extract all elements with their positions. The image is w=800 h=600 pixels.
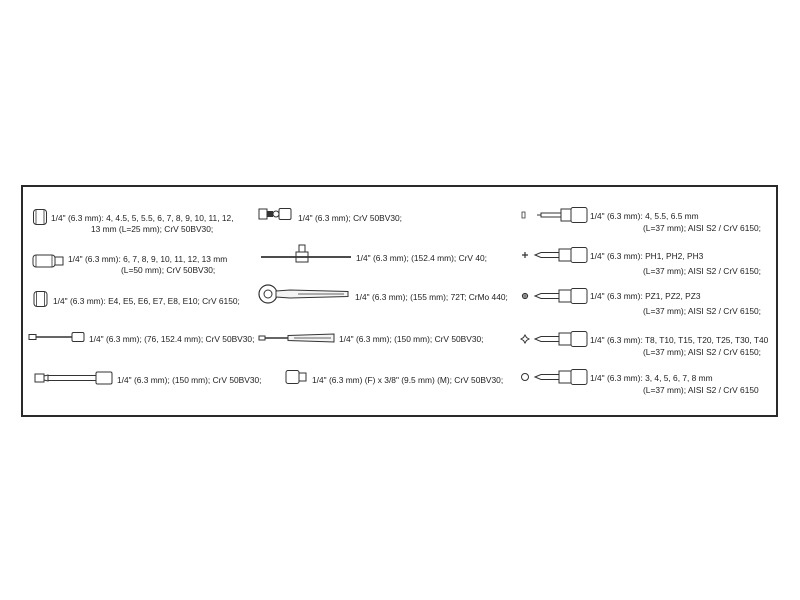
universal-joint-spec: 1/4" (6.3 mm); CrV 50BV30; xyxy=(298,213,402,223)
deep-sockets-spec-line-2: (L=50 mm); CrV 50BV30; xyxy=(121,265,216,275)
phillips-bits-spec-line-2: (L=37 mm); AISI S2 / CrV 6150; xyxy=(643,266,761,276)
flexible-extension-icon xyxy=(34,370,114,386)
spinner-handle-spec: 1/4" (6.3 mm); (150 mm); CrV 50BV30; xyxy=(339,334,484,344)
spinner-handle-icon xyxy=(258,332,336,344)
phillips-bits-spec-line-1: 1/4" (6.3 mm): PH1, PH2, PH3 xyxy=(590,251,704,261)
torx-bits-spec-line-1: 1/4" (6.3 mm): T8, T10, T15, T20, T25, T30, T40 xyxy=(590,335,769,345)
phillips-bit-socket-icon xyxy=(519,246,589,264)
slotted-bits-spec-line-1: 1/4" (6.3 mm): 4, 5.5, 6.5 mm xyxy=(590,211,699,221)
e-torx-socket-icon xyxy=(33,290,48,308)
slotted-bits-spec-line-2: (L=37 mm); AISI S2 / CrV 6150; xyxy=(643,223,761,233)
flexible-extension-spec: 1/4" (6.3 mm); (150 mm); CrV 50BV30; xyxy=(117,375,262,385)
universal-joint-icon xyxy=(258,206,292,222)
deep-sockets-spec-line-1: 1/4" (6.3 mm): 6, 7, 8, 9, 10, 11, 12, 13 mm xyxy=(68,254,228,264)
ratchet-icon xyxy=(258,283,350,305)
adapter-icon xyxy=(285,369,307,385)
hex-bit-socket-icon xyxy=(519,368,589,386)
adapter-spec: 1/4" (6.3 mm) (F) x 3/8" (9.5 mm) (M); CrV 50BV30; xyxy=(312,375,504,385)
extension-bars-spec: 1/4" (6.3 mm); (76, 152.4 mm); CrV 50BV30; xyxy=(89,334,255,344)
pozidriv-bits-spec-line-2: (L=37 mm); AISI S2 / CrV 6150; xyxy=(643,306,761,316)
deep-socket-icon xyxy=(32,253,64,269)
torx-bit-socket-icon xyxy=(519,330,589,348)
pozidriv-bits-spec-line-1: 1/4" (6.3 mm): PZ1, PZ2, PZ3 xyxy=(590,291,701,301)
torx-bits-spec-line-2: (L=37 mm); AISI S2 / CrV 6150; xyxy=(643,347,761,357)
pozidriv-bit-socket-icon xyxy=(519,287,589,305)
e-torx-sockets-spec: 1/4" (6.3 mm): E4, E5, E6, E7, E8, E10; CrV 6150; xyxy=(53,296,240,306)
ratchet-spec: 1/4" (6.3 mm); (155 mm); 72T; CrMo 440; xyxy=(355,292,508,302)
hex-bits-spec-line-2: (L=37 mm); AISI S2 / CrV 6150 xyxy=(643,385,759,395)
t-bar-handle-icon xyxy=(259,243,353,263)
extension-bar-icon xyxy=(28,331,86,343)
hex-bits-spec-line-1: 1/4" (6.3 mm): 3, 4, 5, 6, 7, 8 mm xyxy=(590,373,713,383)
sockets-spec-line-1: 1/4" (6.3 mm): 4, 4.5, 5, 5.5, 6, 7, 8, 9, 10, 11, 12, xyxy=(51,213,234,223)
sockets-spec-line-2: 13 mm (L=25 mm); CrV 50BV30; xyxy=(91,224,214,234)
slotted-bit-socket-icon xyxy=(521,206,589,224)
short-socket-icon xyxy=(32,208,48,226)
t-bar-spec: 1/4" (6.3 mm); (152.4 mm); CrV 40; xyxy=(356,253,487,263)
